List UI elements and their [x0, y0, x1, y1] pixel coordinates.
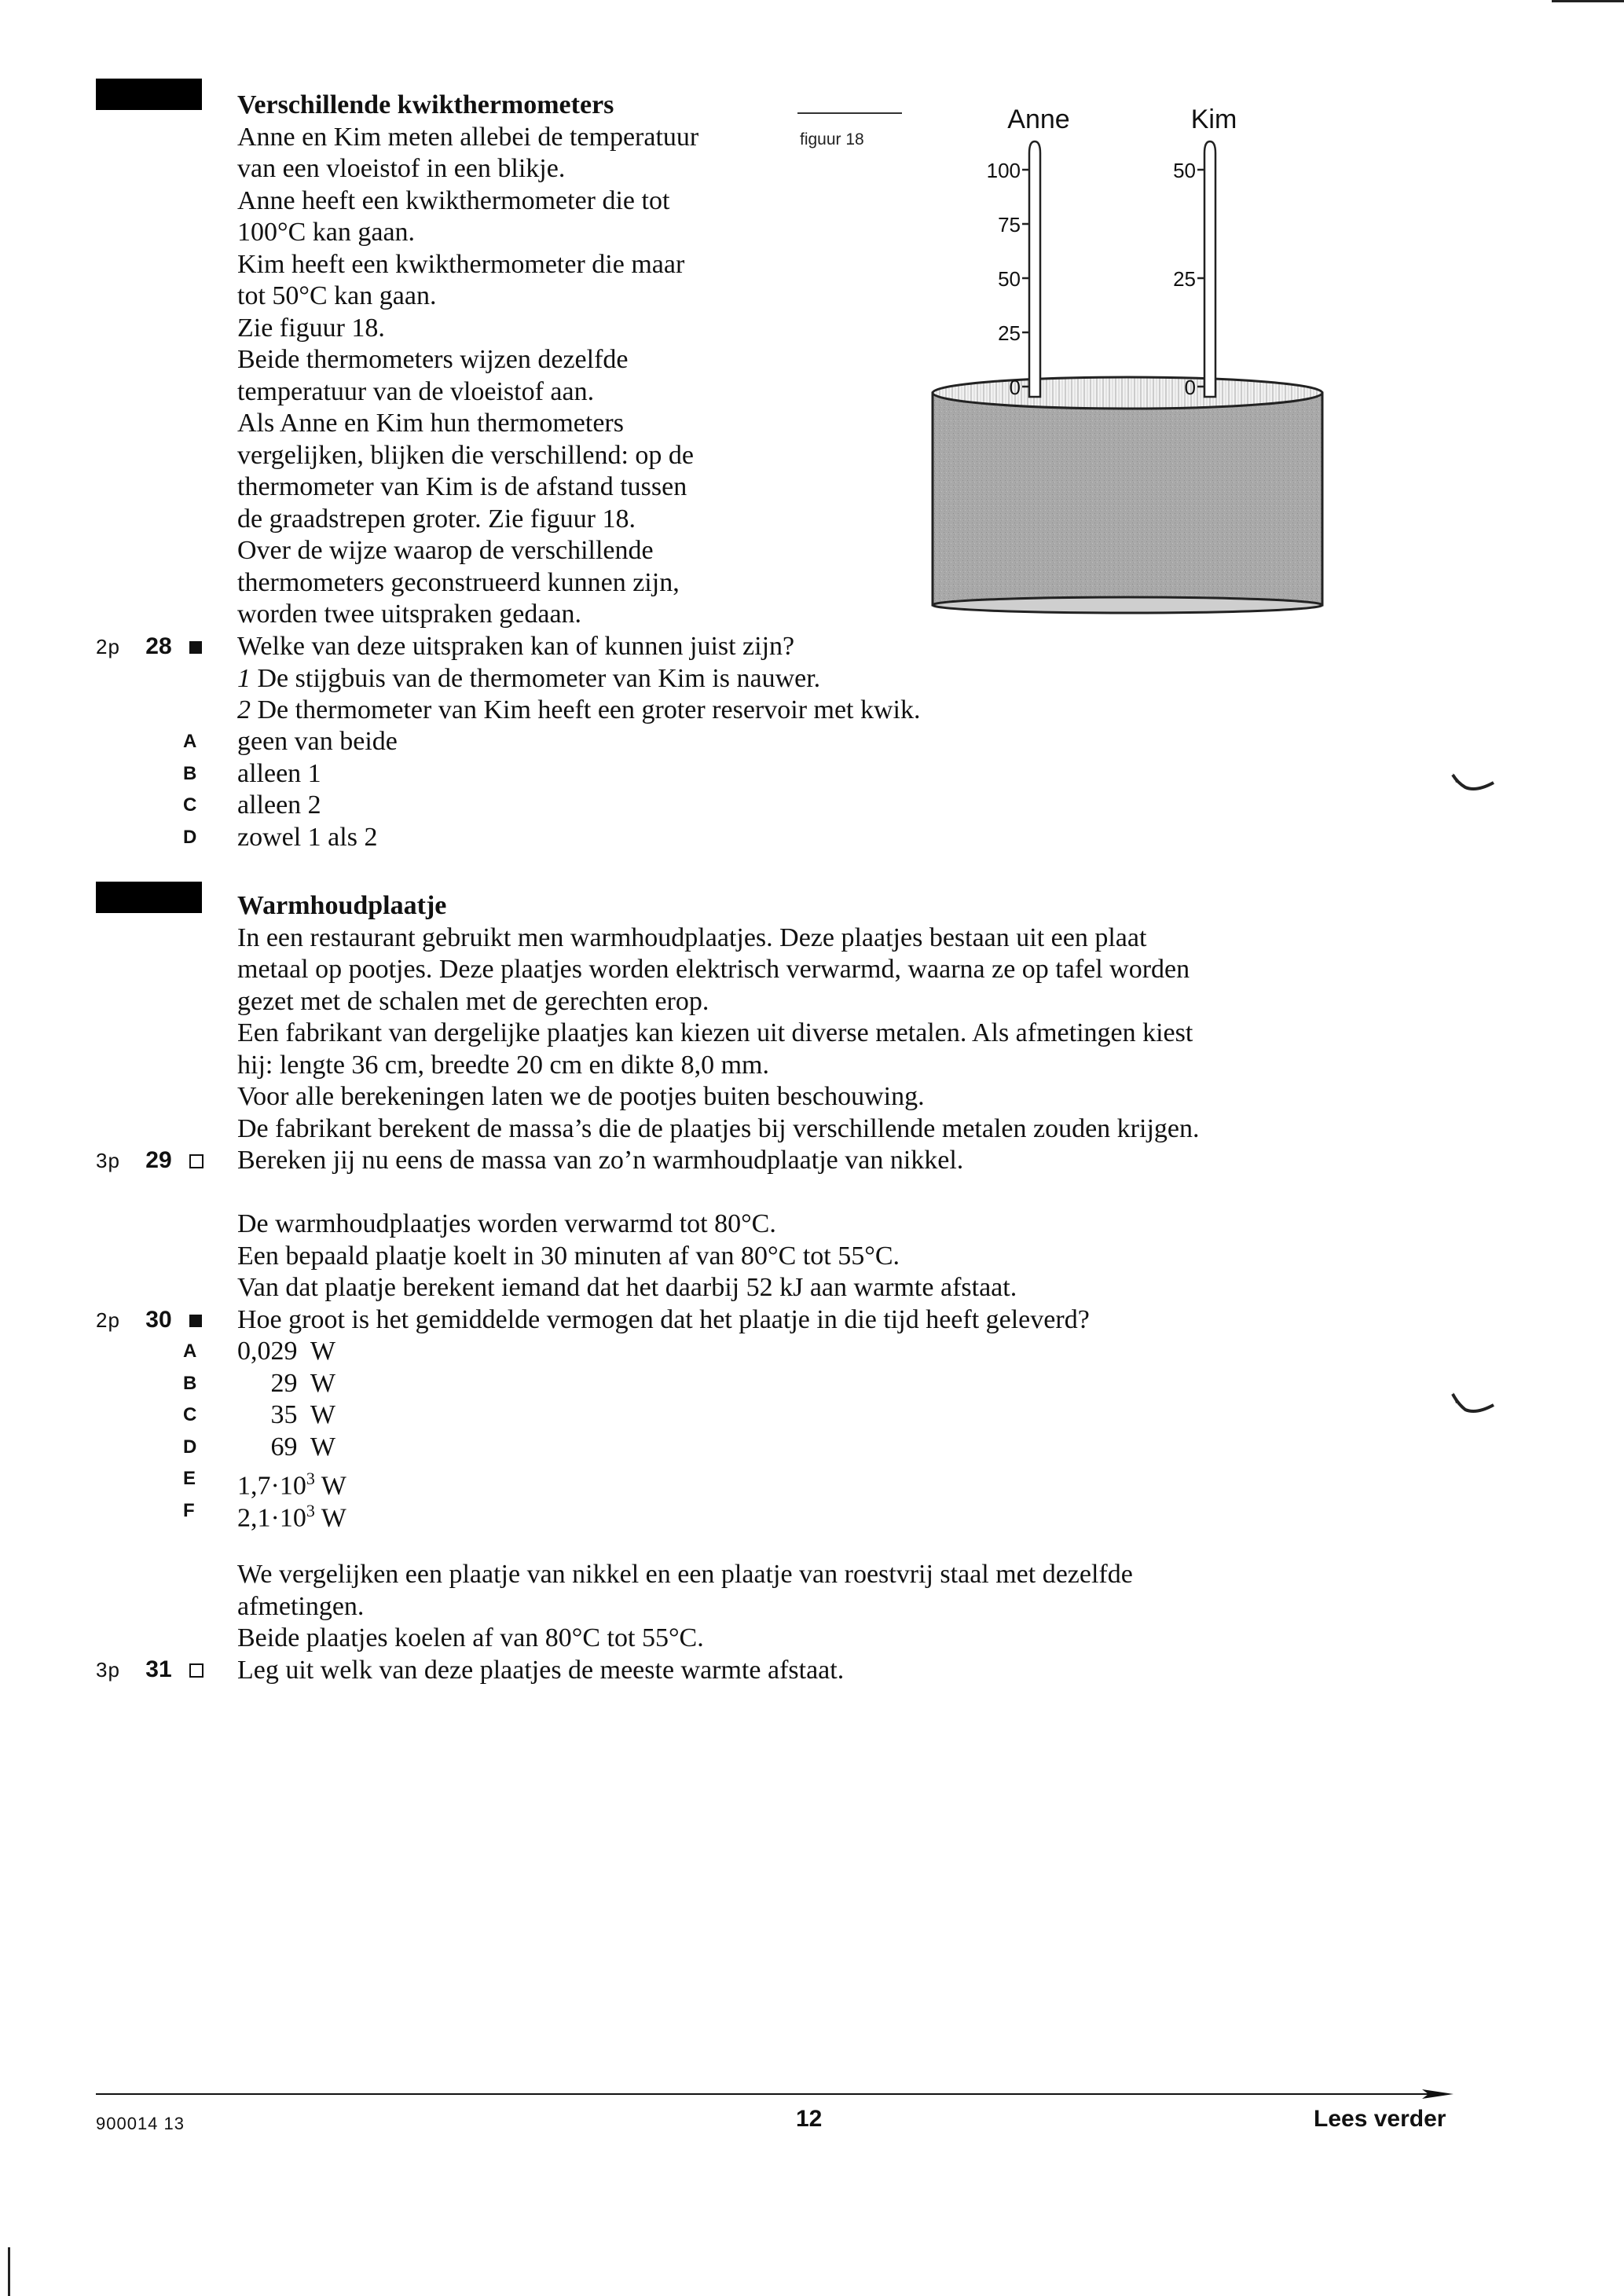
text-line: De fabrikant berekent de massa’s die de plaatjes bij verschillende metalen zouden krijgen. [237, 1113, 1200, 1143]
text-line: We vergelijken een plaatje van nikkel en een plaatje van roestvrij staal met dezelfde [237, 1560, 1133, 1589]
kim-scale [1197, 170, 1204, 387]
points-label: 2p [96, 635, 120, 658]
footer-next: Lees verder [1314, 2106, 1446, 2132]
text-line: de graadstrepen groter. Zie figuur 18. [237, 504, 636, 534]
points-label: 2p [96, 1308, 120, 1332]
text-line: vergelijken, blijken die verschillend: op de [237, 440, 694, 470]
question-number: 30 [145, 1307, 172, 1333]
option-text: 0,029 W [237, 1337, 335, 1366]
question-number-29 [96, 1145, 203, 1177]
option-letter: C [183, 1404, 197, 1425]
container-body [933, 393, 1322, 605]
anne-tick-label: 75 [998, 213, 1021, 237]
text-line: worden twee uitspraken gedaan. [237, 600, 582, 629]
statement-2 [237, 695, 921, 727]
option-letter: E [183, 1468, 196, 1489]
question-number-28 [96, 631, 202, 663]
figure-caption: figuur 18 [800, 130, 864, 149]
kim-tick-label: 0 [1184, 376, 1196, 399]
text-line: In een restaurant gebruikt men warmhoudplaatjes. Deze plaatjes bestaan uit een plaat [237, 922, 1147, 952]
anne-thermometer [1029, 141, 1040, 397]
footer-code: 900014 13 [96, 2114, 185, 2133]
closed-question-marker [189, 641, 202, 654]
option-letter: B [183, 762, 197, 784]
option-unit: W [314, 1502, 346, 1532]
option-text: alleen 2 [237, 790, 321, 820]
statement-1 [237, 663, 921, 695]
statement-text: De stijgbuis van de thermometer van Kim is nauwer. [257, 663, 821, 693]
question-text: Leg uit welk van deze plaatjes de meeste warmte afstaat. [237, 1655, 845, 1685]
question-text: Hoe groot is het gemiddelde vermogen dat het plaatje in die tijd heeft geleverd? [237, 1304, 1090, 1334]
option-base: 2,1·10 [237, 1502, 306, 1532]
option-text: 35 W [237, 1400, 335, 1429]
option-text: zowel 1 als 2 [237, 822, 378, 852]
text-line: hij: lengte 36 cm, breedte 20 cm en dikte 8,0 mm. [237, 1050, 769, 1080]
option-letter: A [183, 1341, 197, 1362]
option-text [237, 1495, 346, 1535]
text-line: temperatuur van de vloeistof aan. [237, 376, 595, 406]
text-line: Anne en Kim meten allebei de temperatuur [237, 122, 699, 152]
check-mark-icon [1450, 1391, 1497, 1422]
figure-caption-rule [797, 112, 902, 114]
text-line: Beide plaatjes koelen af van 80°C tot 55°C. [237, 1623, 704, 1652]
question-number-30 [96, 1304, 202, 1337]
container-bottom-rim [933, 597, 1322, 613]
footer-rule [96, 2093, 1432, 2095]
section-marker-bar [96, 882, 202, 913]
option-letter: D [183, 826, 197, 848]
question-number: 29 [145, 1147, 172, 1173]
question-number-31 [96, 1654, 203, 1686]
closed-question-marker [189, 1315, 202, 1327]
text-line: thermometer van Kim is de afstand tussen [237, 472, 687, 501]
statement-number: 2 [237, 695, 251, 724]
scan-edge-line [1552, 0, 1624, 2]
question-text: Welke van deze uitspraken kan of kunnen juist zijn? [237, 632, 795, 661]
kim-tick-label: 50 [1173, 159, 1196, 182]
option-letter: D [183, 1436, 197, 1458]
anne-tick-label: 0 [1009, 376, 1021, 399]
text-line: 100°C kan gaan. [237, 218, 416, 247]
anne-label: Anne [1007, 105, 1070, 134]
question-28 [237, 631, 921, 727]
section-comparison [237, 1559, 1133, 1686]
arrow-right-icon [1422, 2086, 1454, 2102]
option-text: 29 W [237, 1368, 335, 1398]
option-letter: F [183, 1499, 195, 1521]
anne-tick-label: 50 [998, 267, 1021, 291]
text-line: Over de wijze waarop de verschillende [237, 536, 654, 565]
option-letter: C [183, 794, 197, 816]
thermometer-figure [919, 102, 1344, 621]
scan-edge-line [8, 2247, 10, 2296]
statement-number: 1 [237, 663, 251, 693]
text-line: Een bepaald plaatje koelt in 30 minuten af van 80°C tot 55°C. [237, 1241, 900, 1271]
question-text: Bereken jij nu eens de massa van zo’n warmhoudplaatje van nikkel. [237, 1146, 964, 1175]
option-text: geen van beide [237, 727, 398, 756]
section-warmhoudplaatje [237, 890, 1199, 1177]
text-line: van een vloeistof in een blikje. [237, 154, 566, 183]
liquid-surface [933, 377, 1322, 409]
anne-scale [1022, 170, 1029, 387]
points-label: 3p [96, 1149, 120, 1172]
anne-tick-label: 25 [998, 321, 1021, 345]
option-exponent: 3 [306, 1500, 315, 1520]
anne-tick-label: 100 [986, 159, 1021, 182]
option-text: 69 W [237, 1432, 335, 1462]
text-line: Als Anne en Kim hun thermometers [237, 409, 624, 438]
text-line: Beide thermometers wijzen dezelfde [237, 345, 629, 374]
page-number: 12 [796, 2106, 823, 2132]
text-line: gezet met de schalen met de gerechten erop. [237, 986, 709, 1016]
text-line: thermometers geconstrueerd kunnen zijn, [237, 567, 680, 597]
option-text: alleen 1 [237, 758, 321, 788]
text-line: Een fabrikant van dergelijke plaatjes kan kiezen uit diverse metalen. Als afmetingen kiest [237, 1018, 1193, 1047]
open-question-marker [189, 1663, 203, 1678]
text-line: Zie figuur 18. [237, 313, 385, 343]
option-letter: A [183, 731, 197, 752]
section-marker-bar [96, 79, 202, 110]
statement-text: De thermometer van Kim heeft een groter reservoir met kwik. [257, 695, 921, 724]
text-line: afmetingen. [237, 1591, 365, 1621]
check-mark-icon [1450, 770, 1497, 801]
points-label: 3p [96, 1658, 120, 1682]
text-line: Anne heeft een kwikthermometer die tot [237, 185, 670, 215]
text-line: tot 50°C kan gaan. [237, 281, 437, 310]
text-line: Kim heeft een kwikthermometer die maar [237, 249, 685, 279]
option-exponent: 3 [306, 1469, 315, 1488]
section-title: Warmhoudplaatje [237, 891, 447, 920]
text-line: Voor alle berekeningen laten we de pootjes buiten beschouwing. [237, 1082, 925, 1111]
section-cooling [237, 1209, 1090, 1336]
text-line: Van dat plaatje berekent iemand dat het daarbij 52 kJ aan warmte afstaat. [237, 1273, 1017, 1302]
option-unit: W [314, 1471, 346, 1501]
section-thermometers [237, 90, 698, 631]
text-line: metaal op pootjes. Deze plaatjes worden elektrisch verwarmd, waarna ze op tafel worden [237, 955, 1190, 984]
question-number: 31 [145, 1656, 172, 1682]
kim-label: Kim [1190, 105, 1237, 134]
text-line: De warmhoudplaatjes worden verwarmd tot 80°C. [237, 1209, 776, 1238]
open-question-marker [189, 1154, 203, 1168]
section-title: Verschillende kwikthermometers [237, 90, 614, 119]
kim-tick-label: 25 [1173, 267, 1196, 291]
kim-thermometer [1204, 141, 1215, 397]
option-base: 1,7·10 [237, 1471, 306, 1501]
question-number: 28 [145, 633, 172, 659]
option-letter: B [183, 1372, 197, 1394]
